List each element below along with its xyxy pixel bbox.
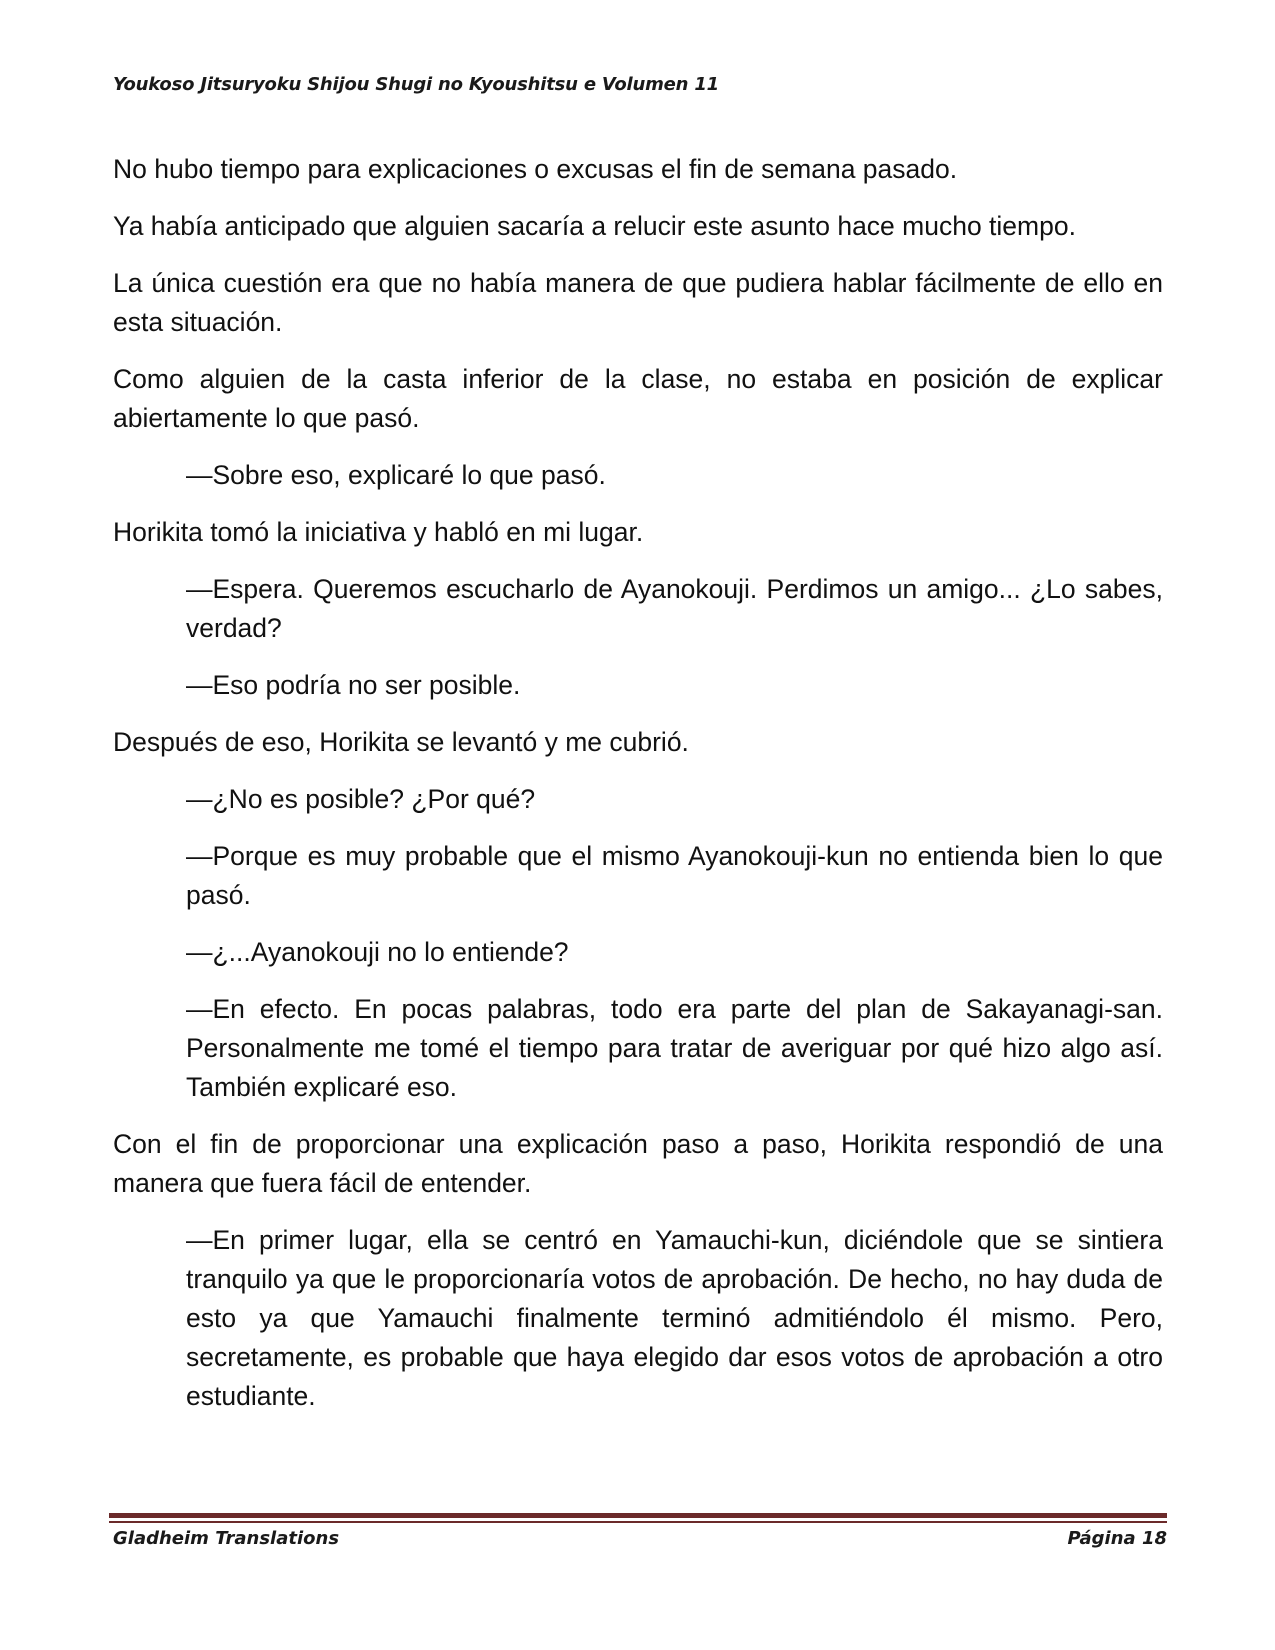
footer-translator: Gladheim Translations	[113, 1528, 340, 1549]
paragraph: Como alguien de la casta inferior de la clase, no estaba en posición de explicar abiertamente lo que pasó.	[113, 364, 1163, 433]
dialogue-line: —En primer lugar, ella se centró en Yamauchi-kun, diciéndole que se sintiera tranquilo ya que le proporcionaría votos de aprobación. De hecho, no hay duda de esto ya que Yamauchi finalmente terminó admitiéndolo él mismo. Pero, secretamente, es probable que haya elegido dar esos votos de aprobación a otro estudiante.	[186, 1225, 1163, 1411]
footer-page-number: Página 18	[1067, 1528, 1167, 1549]
dialogue-line: —¿No es posible? ¿Por qué?	[186, 784, 536, 814]
paragraph: Después de eso, Horikita se levantó y me cubrió.	[113, 727, 689, 757]
footer-rule-thin	[109, 1521, 1167, 1523]
dialogue-line: —¿...Ayanokouji no lo entiende?	[186, 937, 569, 967]
dialogue-line: —Eso podría no ser posible.	[186, 670, 521, 700]
dialogue-line: —En efecto. En pocas palabras, todo era parte del plan de Sakayanagi-san. Personalmente me tomé el tiempo para tratar de averiguar por qué hizo algo así. También explicaré eso.	[186, 994, 1163, 1102]
body-text	[113, 150, 1163, 1434]
dialogue-line: —Espera. Queremos escucharlo de Ayanokouji. Perdimos un amigo... ¿Lo sabes, verdad?	[186, 574, 1163, 643]
page-header-title: Youkoso Jitsuryoku Shijou Shugi no Kyoushitsu e Volumen 11	[113, 74, 719, 95]
dialogue-line: —Sobre eso, explicaré lo que pasó.	[186, 460, 606, 490]
paragraph: La única cuestión era que no había manera de que pudiera hablar fácilmente de ello en esta situación.	[113, 268, 1163, 337]
paragraph: Ya había anticipado que alguien sacaría a relucir este asunto hace mucho tiempo.	[113, 211, 1076, 241]
dialogue-line: —Porque es muy probable que el mismo Ayanokouji-kun no entienda bien lo que pasó.	[186, 841, 1163, 910]
paragraph: Horikita tomó la iniciativa y habló en mi lugar.	[113, 517, 644, 547]
paragraph: Con el fin de proporcionar una explicación paso a paso, Horikita respondió de una manera que fuera fácil de entender.	[113, 1129, 1163, 1198]
footer-rule	[109, 1513, 1167, 1518]
paragraph: No hubo tiempo para explicaciones o excusas el fin de semana pasado.	[113, 154, 958, 184]
